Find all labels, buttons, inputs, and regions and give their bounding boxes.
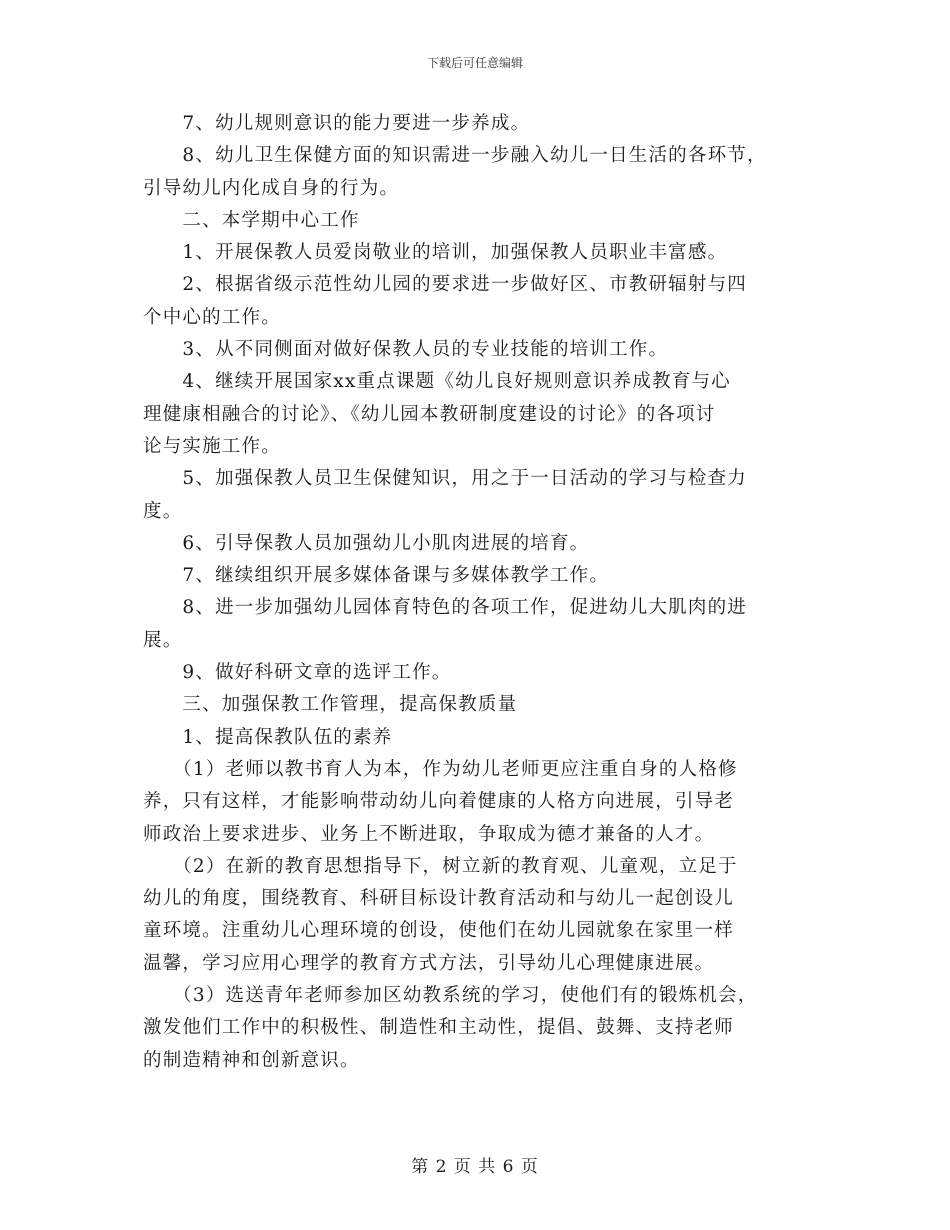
body-line: 度。 — [143, 500, 183, 522]
body-line: 引导幼儿内化成自身的行为。 — [143, 177, 400, 199]
subsection-heading: 1、提高保教队伍的素养 — [143, 726, 393, 748]
page-header-note: 下载后可任意编辑 — [426, 56, 523, 70]
body-line: 师政治上要求进步、业务上不断进取，争取成为德才兼备的人才。 — [143, 823, 715, 845]
body-line: （1）老师以教书育人为本，作为幼儿老师更应注重自身的人格修 — [143, 758, 738, 780]
body-line: 6、引导保教人员加强幼儿小肌肉进展的培育。 — [143, 532, 590, 554]
body-line: 8、进一步加强幼儿园体育特色的各项工作，促进幼儿大肌肉的进 — [143, 597, 747, 619]
body-line: 1、开展保教人员爱岗敬业的培训，加强保教人员职业丰富感。 — [143, 242, 728, 264]
body-line: 论与实施工作。 — [143, 435, 281, 457]
page-number-footer: 第 2 页 共 6 页 — [411, 1157, 539, 1177]
body-line: （3）选送青年老师参加区幼教系统的学习，使他们有的锻炼机会， — [143, 985, 758, 1007]
body-line: 3、从不同侧面对做好保教人员的专业技能的培训工作。 — [143, 339, 669, 361]
body-line: 温馨，学习应用心理学的教育方式方法，引导幼儿心理健康进展。 — [143, 952, 715, 974]
body-line: 9、做好科研文章的选评工作。 — [143, 662, 452, 684]
body-line: 展。 — [143, 629, 183, 651]
body-line: 童环境。注重幼儿心理环境的创设，使他们在幼儿园就象在家里一样 — [143, 920, 735, 942]
section-heading: 三、加强保教工作管理，提高保教质量 — [143, 694, 518, 716]
body-line: 4、继续开展国家xx重点课题《幼儿良好规则意识养成教育与心 — [143, 371, 731, 393]
body-line: 个中心的工作。 — [143, 306, 281, 328]
body-line: 养，只有这样，才能影响带动幼儿向着健康的人格方向进展，引导老 — [143, 791, 735, 813]
body-line: 7、继续组织开展多媒体备课与多媒体教学工作。 — [143, 565, 610, 587]
body-line: 8、幼儿卫生保健方面的知识需进一步融入幼儿一日生活的各环节， — [143, 145, 767, 167]
section-heading: 二、本学期中心工作 — [143, 209, 360, 231]
body-line: 理健康相融合的讨论》、《幼儿园本教研制度建设的讨论》的各项讨 — [143, 403, 716, 425]
body-line: 5、加强保教人员卫生保健知识，用之于一日活动的学习与检查力 — [143, 468, 747, 490]
body-line: 7、幼儿规则意识的能力要进一步养成。 — [143, 113, 531, 134]
body-line: （2）在新的教育思想指导下，树立新的教育观、儿童观，立足于 — [143, 855, 738, 877]
document-body — [143, 108, 813, 1077]
body-line: 2、根据省级示范性幼儿园的要求进一步做好区、市教研辐射与四 — [143, 274, 747, 296]
body-line: 幼儿的角度，围绕教育、科研目标设计教育活动和与幼儿一起创设儿 — [143, 888, 735, 910]
body-line: 激发他们工作中的积极性、制造性和主动性，提倡、鼓舞、支持老师 — [143, 1017, 735, 1039]
body-line: 的制造精神和创新意识。 — [143, 1049, 360, 1071]
